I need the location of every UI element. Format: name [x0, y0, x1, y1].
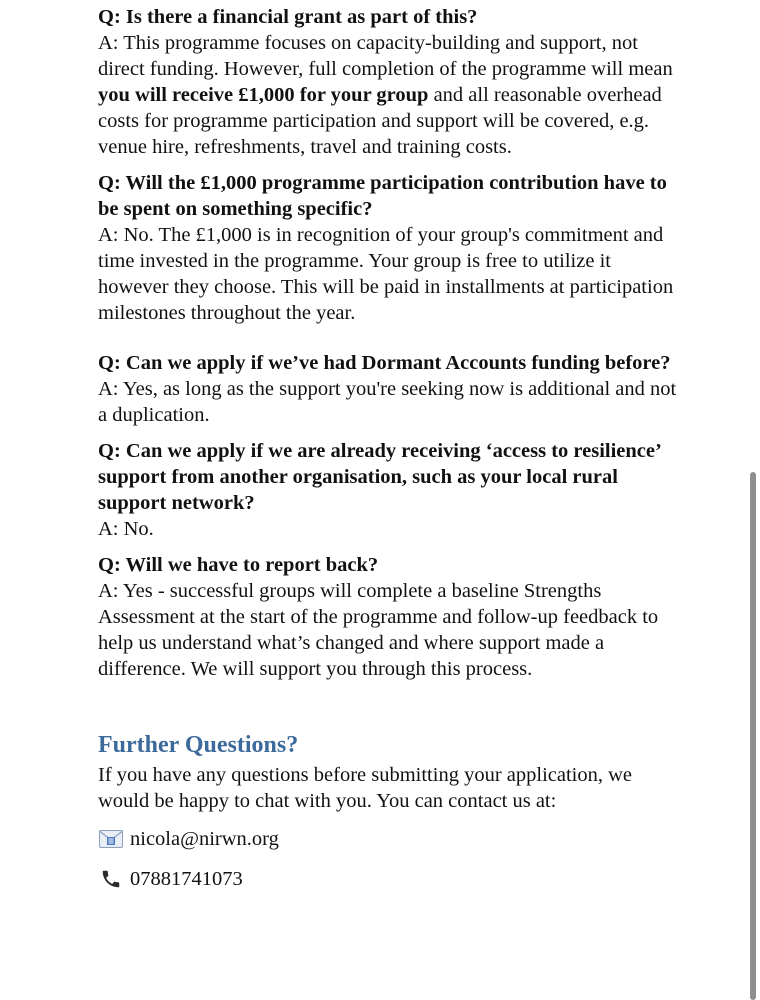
faq-question: Q: Can we apply if we’ve had Dormant Accounts funding before?	[98, 352, 671, 374]
faq-answer-part: and all reasonable overhead costs for programme participation and support will be covered, e.g. venue hire, refreshments, travel and training costs.	[98, 84, 662, 158]
faq-item-grant	[98, 4, 678, 160]
faq-content	[98, 4, 678, 894]
faq-answer: A: No.	[98, 518, 154, 540]
faq-answer-part: A: This programme focuses on capacity-building and support, not direct funding. However, full completion of the programme will mean	[98, 32, 673, 80]
faq-item-report-back	[98, 552, 678, 682]
section-title: Further Questions?	[98, 732, 299, 758]
faq-question: Q: Will we have to report back?	[98, 554, 379, 576]
faq-answer: A: Yes - successful groups will complete a baseline Strengths Assessment at the start of the programme and follow-up feedback to help us understand what’s changed and where support made a difference. We will support you through this process.	[98, 580, 659, 680]
contact-phone[interactable]	[98, 864, 678, 894]
faq-item-dormant-accounts	[98, 350, 678, 428]
telephone-icon	[98, 868, 124, 890]
faq-answer	[98, 30, 678, 160]
contact-email-address[interactable]: nicola@nirwn.org	[130, 828, 279, 850]
faq-question: Q: Can we apply if we are already receiving ‘access to resilience’ support from another organisation, such as your local rural support network?	[98, 440, 661, 514]
faq-answer: A: Yes, as long as the support you're seeking now is additional and not a duplication.	[98, 378, 677, 426]
faq-answer: A: No. The £1,000 is in recognition of your group's commitment and time invested in the programme. Your group is free to utilize it however they choose. This will be paid in installments at participation milestones throughout the year.	[98, 224, 674, 324]
envelope-icon	[98, 828, 124, 850]
faq-item-contribution	[98, 170, 678, 326]
scrollbar-thumb[interactable]	[750, 472, 756, 1000]
further-questions-text: If you have any questions before submitting your application, we would be happy to chat with you. You can contact us at:	[98, 764, 633, 812]
faq-item-access-to-resilience	[98, 438, 678, 542]
contact-phone-number[interactable]: 07881741073	[130, 868, 243, 890]
faq-question: Q: Will the £1,000 programme participation contribution have to be spent on something specific?	[98, 172, 667, 220]
further-questions-section	[98, 730, 678, 894]
faq-answer-emphasis: you will receive £1,000 for your group	[98, 84, 429, 106]
contact-email[interactable]	[98, 824, 678, 854]
faq-question: Q: Is there a financial grant as part of this?	[98, 6, 478, 28]
